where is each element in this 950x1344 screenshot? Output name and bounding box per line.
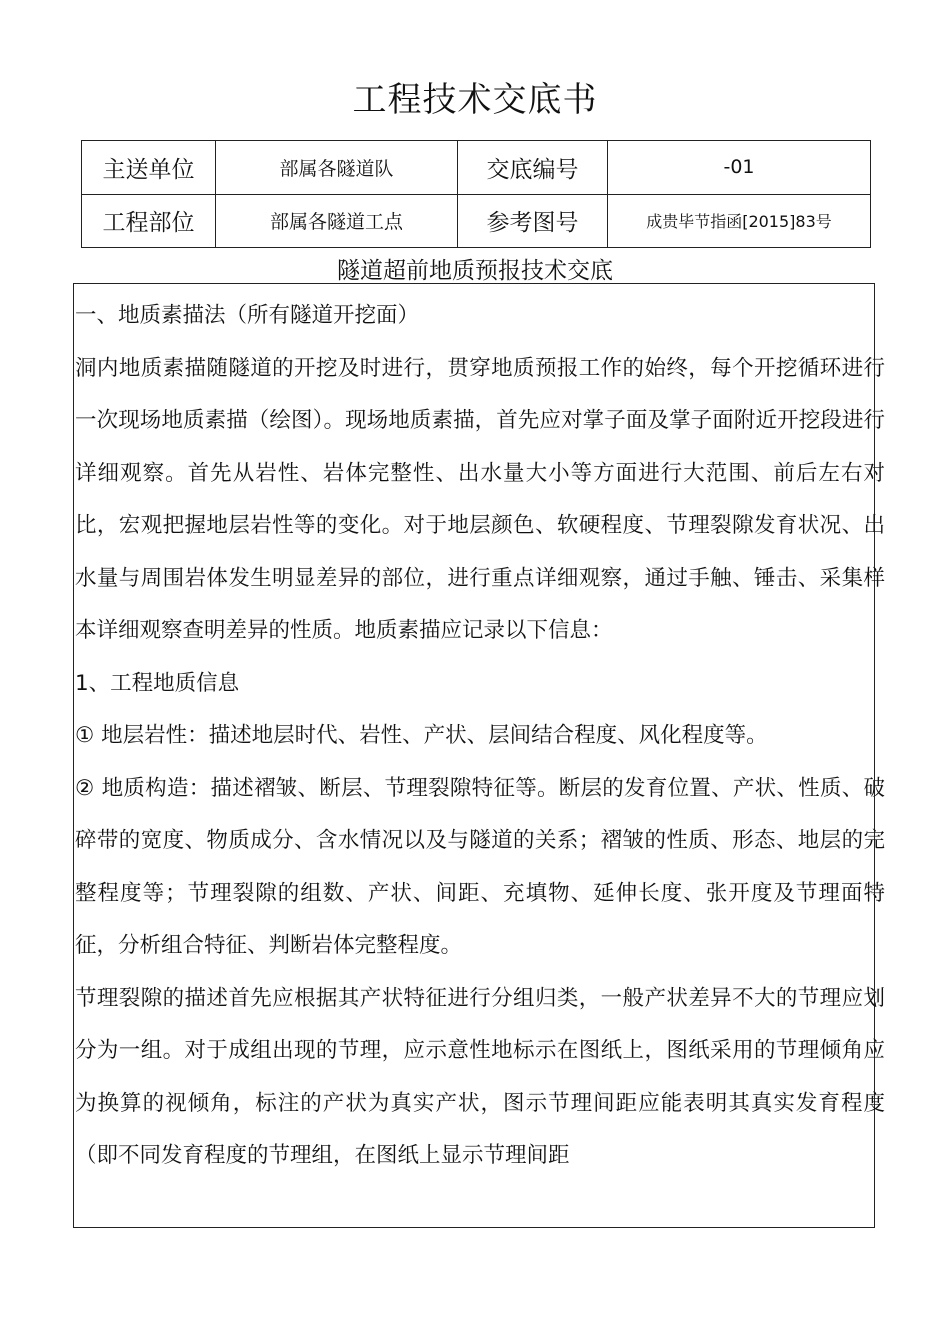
paragraph-intro: 洞内地质素描随隧道的开挖及时进行，贯穿地质预报工作的始终，每个开挖循环进行一次现场地质素描（绘图）。现场地质素描，首先应对掌子面及掌子面附近开挖段进行详细观察。首先从岩性、岩体完整性、出水量大小等方面进行大范围、前后左右对比，宏观把握地层岩性等的变化。对于地层颜色、软硬程度、节理裂隙发育状况、出水量与周围岩体发生明显差异的部位，进行重点详细观察，通过手触、锤击、采集样本详细观察查明差异的性质。地质素描应记录以下信息： [75, 355, 885, 643]
send-unit-label: 主送单位 [82, 141, 216, 195]
list-item-lithology: ① 地层岩性：描述地层时代、岩性、产状、层间结合程度、风化程度等。 [75, 723, 768, 748]
document-title: 工程技术交底书 [352, 80, 598, 120]
ref-drawing-label: 参考图号 [458, 194, 608, 248]
list-item-structure: ② 地质构造：描述褶皱、断层、节理裂隙特征等。断层的发育位置、产状、性质、破碎带的宽度、物质成分、含水情况以及与隧道的关系；褶皱的性质、形态、地层的完整程度等；节理裂隙的组数、产状、间距、充填物、延伸长度、张开度及节理面特征，分析组合特征、判断岩体完整程度。 [75, 775, 885, 958]
section-subtitle: 隧道超前地质预报技术交底 [337, 258, 613, 284]
disclosure-no-label: 交底编号 [458, 141, 608, 195]
paragraph-joints: 节理裂隙的描述首先应根据其产状特征进行分组归类，一般产状差异不大的节理应划分为一组。对于成组出现的节理，应示意性地标示在图纸上，图纸采用的节理倾角应为换算的视倾角，标注的产状为真实产状，图示节理间距应能表明其真实发育程度（即不同发育程度的节理组，在图纸上显示节理间距 [75, 985, 885, 1168]
section-heading: 一、地质素描法（所有隧道开挖面） [75, 303, 420, 328]
content-body [75, 290, 885, 1183]
info-row-1 [82, 141, 871, 195]
info-table [81, 140, 871, 248]
send-unit-value: 部属各隧道队 [216, 141, 458, 195]
part-label: 工程部位 [82, 194, 216, 248]
disclosure-no-value: -01 [608, 141, 871, 195]
subsection-heading: 1、工程地质信息 [75, 670, 240, 696]
ref-drawing-value: 成贵毕节指函[2015]83号 [608, 194, 871, 248]
info-row-2 [82, 194, 871, 248]
part-value: 部属各隧道工点 [216, 194, 458, 248]
